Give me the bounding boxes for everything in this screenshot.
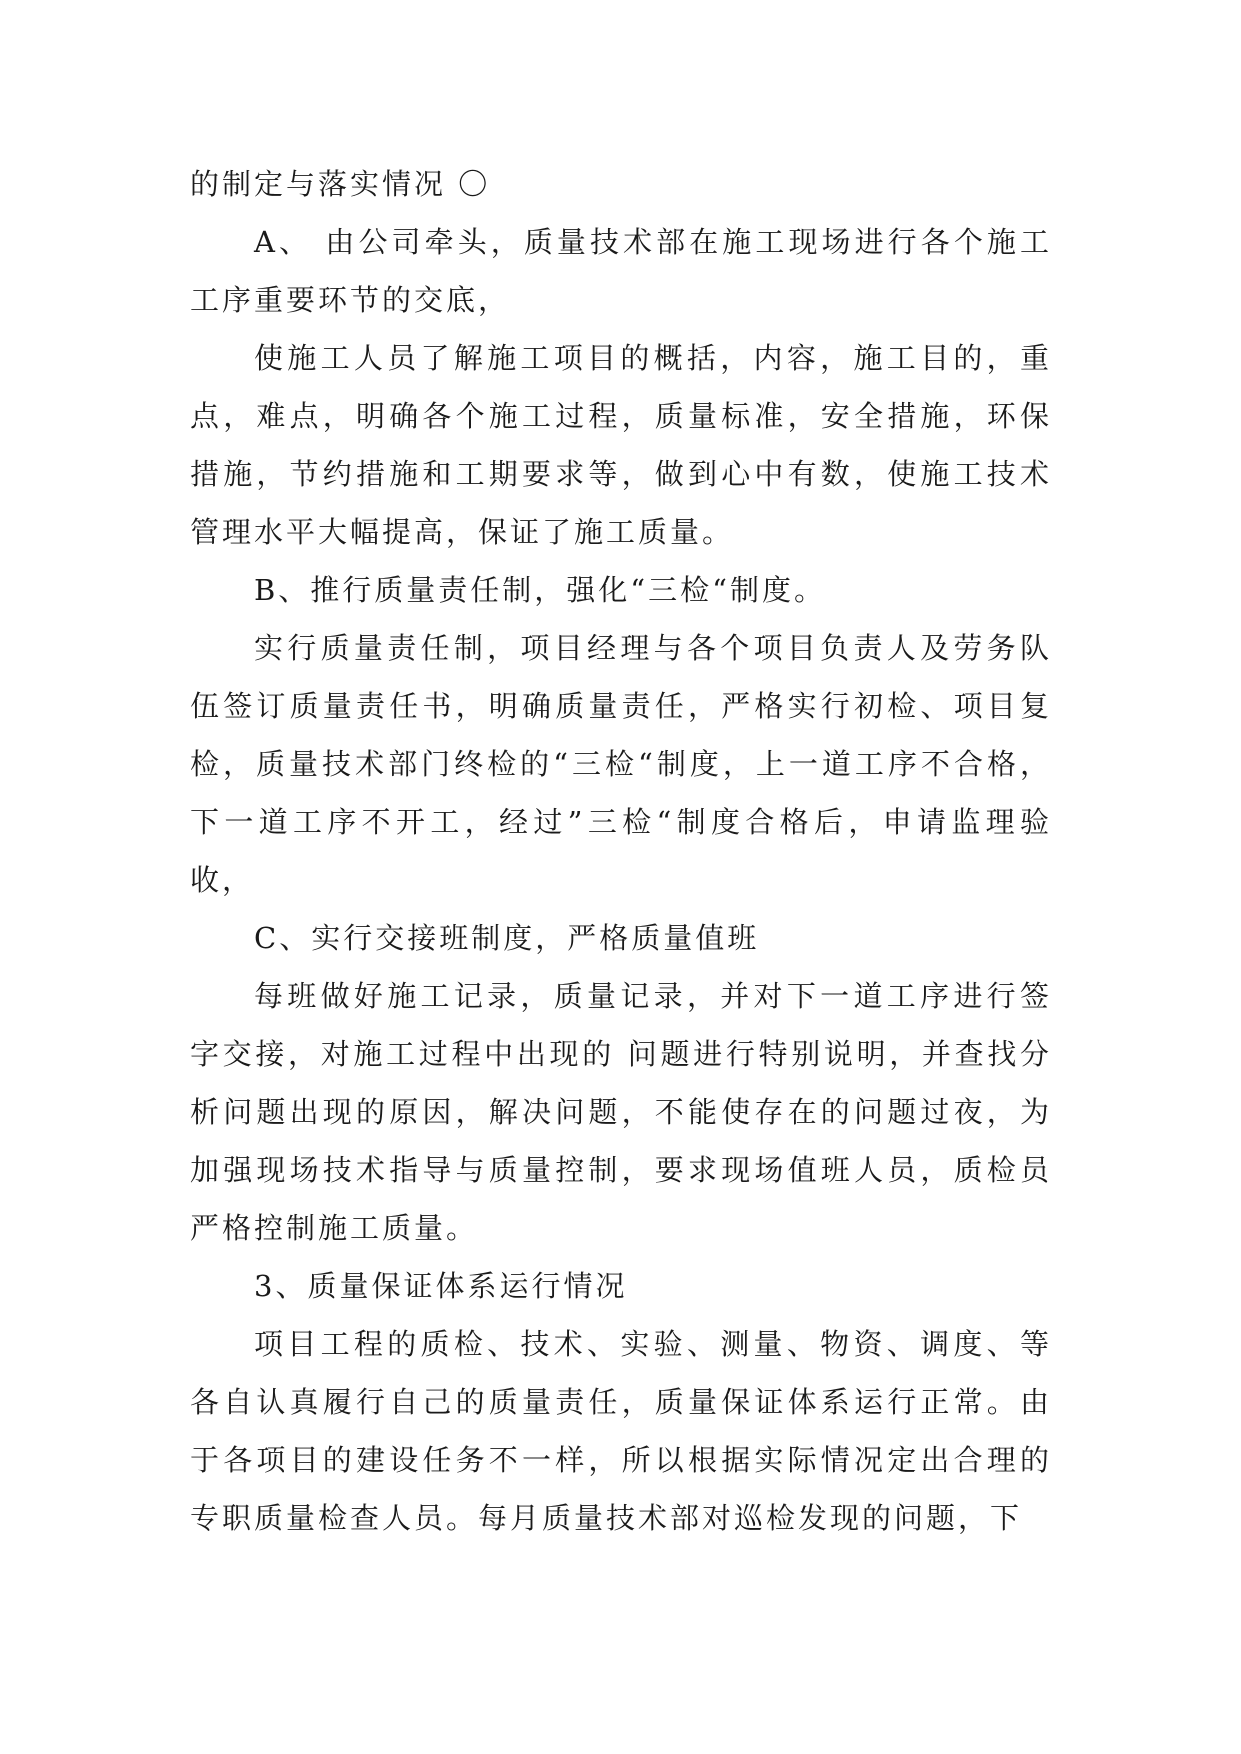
paragraph-9: 项目工程的质检、技术、实验、测量、物资、调度、等各自认真履行自己的质量责任，质量保证体系运行正常。由于各项目的建设任务不一样，所以根据实际情况定出合理的专职质量检查人员。每月质量技术部对巡检发现的问题，下 bbox=[190, 1327, 1052, 1535]
paragraph-5: 实行质量责任制，项目经理与各个项目负责人及劳务队伍签订质量责任书，明确质量责任，严格实行初检、项目复检，质量技术部门终检的“三检“制度，上一道工序不合格，下一道工序不开工，经过”三检“制度合格后，申请监理验收， bbox=[190, 631, 1052, 897]
paragraph-8: 3、质量保证体系运行情况 bbox=[254, 1269, 628, 1303]
paragraph-6: C、实行交接班制度，严格质量值班 bbox=[254, 921, 760, 955]
paragraph-2: A、 由公司牵头，质量技术部在施工现场进行各个施工工序重要环节的交底， bbox=[190, 225, 1052, 317]
paragraph-3: 使施工人员了解施工项目的概括，内容，施工目的，重点，难点，明确各个施工过程，质量标准，安全措施，环保措施，节约措施和工期要求等，做到心中有数，使施工技术管理水平大幅提高，保证了施工质量。 bbox=[190, 341, 1052, 549]
paragraph-4: B、推行质量责任制，强化“三检“制度。 bbox=[254, 573, 826, 607]
paragraph-7: 每班做好施工记录，质量记录，并对下一道工序进行签字交接，对施工过程中出现的 问题进行特别说明，并查找分析问题出现的原因，解决问题，不能使存在的问题过夜，为加强现场技术指导与质量控制，要求现场值班人员，质检员严格控制施工质量。 bbox=[190, 979, 1052, 1245]
document-body bbox=[190, 155, 1052, 1547]
paragraph-1: 的制定与落实情况 〇 bbox=[190, 167, 491, 201]
